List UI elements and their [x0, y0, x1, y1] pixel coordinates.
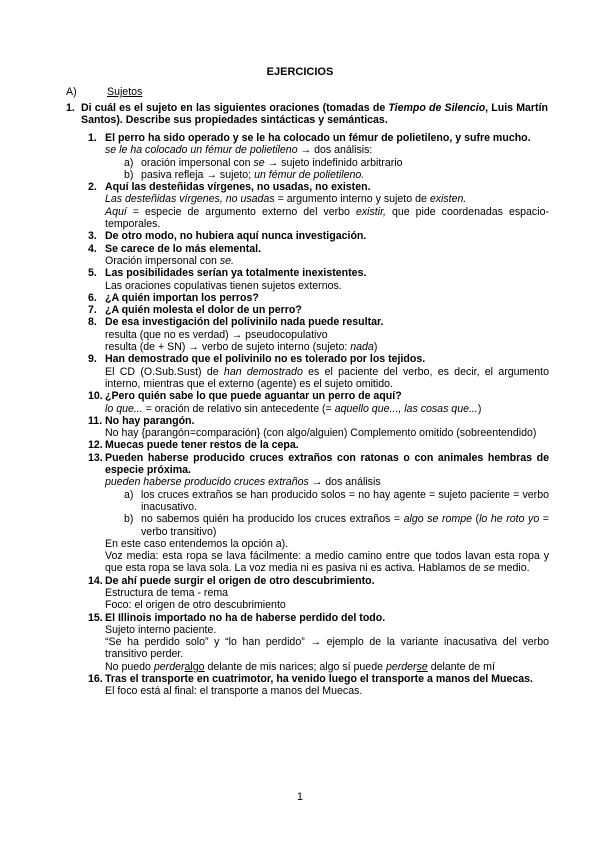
sub-label: b): [124, 513, 134, 526]
list-item: [88, 181, 549, 230]
item-note: = argumento interno y sujeto de: [274, 193, 430, 206]
page-number: 1: [297, 791, 303, 803]
item-sentence: Las posibilidades serían ya totalmente inexistentes.: [105, 267, 367, 280]
sentence-list: [88, 132, 549, 698]
item-sentence: ¿A quién molesta el dolor de un perro?: [105, 304, 302, 317]
item-number: 2.: [88, 181, 97, 194]
item-sentence: Muecas puede tener restos de la cepa.: [105, 439, 299, 452]
list-item: [88, 230, 549, 242]
item-note: se le ha colocado un fémur de polietileno: [105, 144, 298, 157]
item-number: 1.: [88, 132, 97, 144]
item-note: delante de mis narices; algo sí puede: [204, 660, 386, 673]
list-item: [88, 415, 549, 440]
item-sentence: De otro modo, no hubiera aquí nunca investigación.: [105, 230, 367, 243]
item-note: El foco está al final: el transporte a manos del Muecas.: [105, 685, 363, 698]
item-note: Aquí: [105, 205, 127, 218]
item-note: → dos análisis: [308, 476, 381, 489]
list-item: [88, 673, 549, 698]
list-item: [88, 132, 549, 181]
item-note: lo que...: [105, 402, 143, 415]
item-note: ): [373, 341, 378, 354]
sub-analysis: [105, 489, 549, 514]
item-sentence: No hay parangón.: [105, 414, 195, 427]
sub-text: lo he roto yo: [479, 513, 540, 526]
exercise-number: 1.: [66, 102, 75, 114]
item-number: 4.: [88, 242, 97, 255]
item-number: 7.: [88, 304, 97, 317]
book-title: Tiempo de Silencio: [388, 102, 486, 114]
sub-text: no sabemos quién ha producido los cruces extraños =: [141, 513, 404, 526]
item-sentence: Aquí las desteñidas vírgenes, no usadas, no existen.: [105, 181, 371, 194]
sub-text: un fémur de polietileno.: [254, 168, 365, 181]
sub-text: → sujeto indefinido arbitrario: [264, 156, 403, 169]
item-note: Foco: el origen de otro descubrimiento: [105, 599, 286, 612]
item-note: han demostrado: [223, 365, 303, 378]
item-note: En este caso entendemos la opción a).: [105, 537, 289, 550]
item-note: existir,: [355, 205, 386, 218]
list-item: [88, 353, 549, 390]
list-item: [88, 612, 549, 673]
item-note: resulta (que no es verdad) → pseudocopulativo: [105, 328, 328, 341]
section-letter: A): [66, 86, 77, 98]
item-number: 8.: [88, 316, 97, 329]
list-item: [88, 439, 549, 451]
item-note: se.: [219, 254, 234, 267]
item-note: → dos análisis:: [297, 144, 373, 157]
list-item: [88, 452, 549, 575]
item-note: = oración de relativo sin antecedente (=: [142, 402, 335, 415]
item-number: 5.: [88, 267, 97, 280]
item-sentence: ¿A quién importan los perros?: [105, 291, 259, 304]
item-note: medio.: [494, 562, 530, 575]
item-sentence: Tras el transporte en cuatrimotor, ha venido luego el transporte a manos del Muecas.: [105, 673, 533, 686]
exercise-instructions: [66, 102, 548, 127]
sub-analysis: [105, 169, 549, 181]
item-note: = especie de argumento externo del verbo: [126, 205, 356, 218]
item-note: Sujeto interno paciente.: [105, 623, 217, 636]
section-name: Sujetos: [107, 86, 143, 98]
list-item: [88, 292, 549, 304]
item-number: 14.: [88, 574, 103, 587]
item-sentence: Pueden haberse producido cruces extraños con ratonas o con animales hembras de especie próxima.: [105, 451, 549, 477]
sub-label: a): [124, 488, 134, 501]
item-note: No hay {parangón=comparación} (con algo/alguien) Complemento omitido (sobreentendido): [105, 427, 537, 440]
item-number: 11.: [88, 414, 103, 427]
item-note: Voz media: esta ropa se lava fácilmente: a medio camino entre que todos lavan esta ropa y que esta ropa se lava sola. La voz media ni es pasiva ni es activa. Hablamos de: [105, 550, 549, 575]
list-item: [88, 316, 549, 353]
item-note: Estructura de tema - rema: [105, 586, 229, 599]
list-item: [88, 267, 549, 292]
item-number: 6.: [88, 291, 97, 304]
item-note: resulta (de + SN) → verbo de sujeto interno (sujeto:: [105, 341, 351, 354]
sub-text: oración impersonal con: [141, 156, 254, 169]
list-item: [88, 575, 549, 612]
item-note: delante de mí: [427, 660, 495, 673]
item-number: 12.: [88, 439, 103, 452]
sub-text: los cruces extraños se han producido solos = no hay agente = sujeto paciente = verbo inacusativo.: [141, 488, 549, 513]
item-note: Las oraciones copulativas tienen sujetos externos.: [105, 279, 342, 292]
item-note: Las desteñidas vírgenes, no usadas: [105, 193, 275, 206]
item-number: 3.: [88, 230, 97, 243]
item-note: perder: [385, 660, 417, 673]
item-sentence: Se carece de lo más elemental.: [105, 242, 262, 255]
item-note: nada: [350, 341, 374, 354]
item-note: se: [416, 660, 428, 673]
list-item: [88, 390, 549, 415]
sub-analysis: [105, 157, 549, 169]
item-note: “Se ha perdido solo” y “lo han perdido” → ejemplo de la variante inacusativa del verbo transitivo perder.: [105, 636, 549, 661]
item-number: 10.: [88, 390, 103, 403]
section-heading: [66, 86, 142, 98]
sub-label: b): [124, 168, 134, 181]
sub-text: (: [471, 513, 480, 526]
item-sentence: El perro ha sido operado y se le ha colocado un fémur de polietileno, y sufre mucho.: [105, 132, 531, 144]
sub-text: se: [253, 156, 265, 169]
item-sentence: De esa investigación del polivinilo nada puede resultar.: [105, 316, 384, 329]
item-sentence: El Illinois importado no ha de haberse perdido del todo.: [105, 611, 386, 624]
item-note: pueden haberse producido cruces extraños: [105, 476, 309, 489]
item-note: Oración impersonal con: [105, 254, 220, 267]
intro-text: Di cuál es el sujeto en las siguientes oraciones (tomadas de: [81, 102, 389, 114]
item-note: aquello que..., las cosas que...: [334, 402, 478, 415]
document-title: EJERCICIOS: [266, 66, 334, 78]
item-number: 9.: [88, 353, 97, 366]
list-item: [88, 243, 549, 268]
sub-text: pasiva refleja → sujeto;: [141, 168, 255, 181]
sub-text: algo se rompe: [403, 513, 472, 526]
sub-text: = verbo transitivo): [141, 513, 549, 538]
item-note: algo: [184, 660, 205, 673]
item-note: ): [477, 402, 482, 415]
item-sentence: Han demostrado que el polivinilo no es tolerado por los tejidos.: [105, 353, 426, 366]
item-note: es el paciente del verbo, es decir, el argumento interno, mientras que el externo (agente) es el sujeto omitido.: [105, 365, 549, 390]
intro-text-2: , Luis Martín Santos). Describe sus propiedades sintácticas y semánticas.: [81, 102, 548, 127]
item-note: que pide coordenadas espacio-temporales.: [105, 205, 549, 231]
item-note: se: [483, 562, 495, 575]
item-number: 15.: [88, 611, 103, 624]
item-note: existen.: [429, 193, 467, 206]
sub-label: a): [124, 156, 134, 169]
item-number: 16.: [88, 673, 103, 686]
item-note: El CD (O.Sub.Sust) de: [105, 365, 224, 378]
item-number: 13.: [88, 451, 103, 464]
item-note: perder: [153, 660, 185, 673]
item-sentence: De ahí puede surgir el origen de otro descubrimiento.: [105, 574, 375, 587]
list-item: [88, 304, 549, 316]
item-sentence: ¿Pero quién sabe lo que puede aguantar un perro de aquí?: [105, 390, 402, 403]
item-note: No puedo: [105, 660, 154, 673]
sub-analysis: [105, 513, 549, 538]
